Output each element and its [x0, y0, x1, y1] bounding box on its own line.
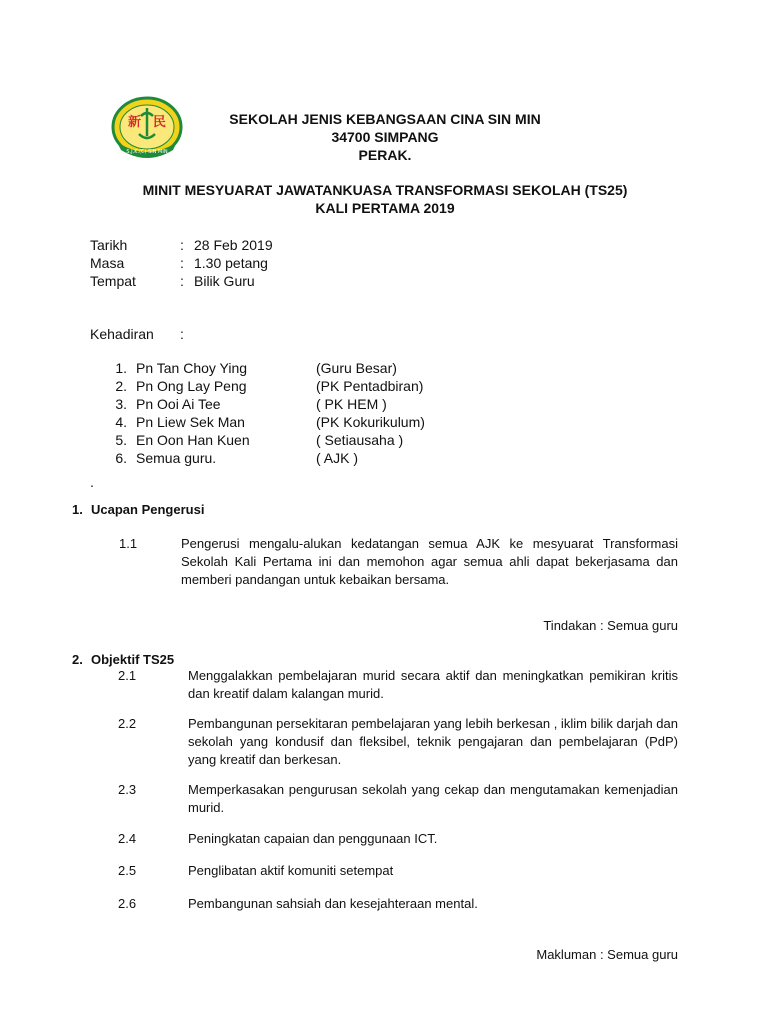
attendee-number: 2.	[115, 378, 127, 394]
item-text: Menggalakkan pembelajaran murid secara aktif dan meningkatkan pemikiran kritis dan kreatif dalam kalangan murid.	[188, 668, 678, 701]
item-number: 2.2	[118, 716, 137, 731]
attendee-number: 6.	[115, 450, 127, 466]
school-postcode-town: 34700 SIMPANG	[331, 129, 439, 145]
attendee-name: Semua guru.	[136, 450, 217, 466]
attendee-role: ( PK HEM )	[316, 396, 387, 412]
item-text: Pengerusi mengalu-alukan kedatangan semua AJK ke mesyuarat Transformasi Sekolah Kali Pertama ini dan memohon agar semua ahli dapat bekerjasama dan memberi pandangan untuk kebaikan bersama.	[181, 536, 678, 587]
minutes-subtitle: KALI PERTAMA 2019	[315, 200, 455, 216]
time-value: 1.30 petang	[194, 255, 268, 271]
item-number: 2.5	[118, 863, 137, 878]
attendance-label: Kehadiran	[90, 326, 154, 342]
attendee-number: 1.	[115, 360, 127, 376]
item-number: 1.1	[119, 536, 138, 551]
attendee-name: En Oon Han Kuen	[136, 432, 250, 448]
attendee-role: (PK Kokurikulum)	[316, 414, 425, 430]
time-colon: :	[180, 255, 184, 271]
section-number: 1.	[72, 502, 83, 517]
trailing-dot: .	[90, 474, 94, 490]
item-text: Memperkasakan pengurusan sekolah yang cekap dan mengutamakan kemenjadian murid.	[188, 782, 678, 815]
item-number: 2.3	[118, 782, 137, 797]
attendee-name: Pn Ong Lay Peng	[136, 378, 247, 394]
attendance-colon: :	[180, 326, 184, 342]
attendee-role: ( AJK )	[316, 450, 359, 466]
svg-text:新: 新	[128, 115, 142, 130]
item-text: Pembangunan persekitaran pembelajaran yang lebih berkesan , iklim bilik darjah dan sekolah yang kondusif dan fleksibel, teknik pengajaran dan pembelajaran (PdP) yang kreatif dan berkesan.	[188, 716, 678, 767]
item-number: 2.1	[118, 668, 137, 683]
attendee-name: Pn Tan Choy Ying	[136, 360, 248, 376]
item-text: Penglibatan aktif komuniti setempat	[188, 863, 394, 878]
venue-label: Tempat	[90, 273, 136, 289]
item-number: 2.6	[118, 896, 137, 911]
attendee-role: (PK Pentadbiran)	[316, 378, 424, 394]
attendee-role: ( Setiausaha )	[316, 432, 404, 448]
date-colon: :	[180, 237, 184, 253]
attendee-number: 5.	[115, 432, 127, 448]
time-label: Masa	[90, 255, 125, 271]
venue-value: Bilik Guru	[194, 273, 255, 289]
item-text: Pembangunan sahsiah dan kesejahteraan mental.	[188, 896, 478, 911]
school-name: SEKOLAH JENIS KEBANGSAAN CINA SIN MIN	[229, 111, 541, 127]
information-note: Makluman : Semua guru	[536, 947, 678, 962]
item-number: 2.4	[118, 831, 137, 846]
school-state: PERAK.	[358, 147, 412, 163]
attendee-role: (Guru Besar)	[316, 360, 397, 376]
section-title: Objektif TS25	[91, 652, 175, 667]
attendee-number: 4.	[115, 414, 127, 430]
svg-text:民: 民	[153, 115, 167, 130]
item-text: Peningkatan capaian dan penggunaan ICT.	[188, 831, 438, 846]
date-value: 28 Feb 2019	[194, 237, 273, 253]
svg-text:S.J.K.(C) SIN MIN: S.J.K.(C) SIN MIN	[126, 149, 168, 155]
action-note: Tindakan : Semua guru	[543, 618, 678, 633]
section-title: Ucapan Pengerusi	[91, 502, 205, 517]
minutes-title: MINIT MESYUARAT JAWATANKUASA TRANSFORMASI SEKOLAH (TS25)	[142, 182, 628, 198]
attendee-number: 3.	[115, 396, 127, 412]
date-label: Tarikh	[90, 237, 128, 253]
attendee-name: Pn Ooi Ai Tee	[136, 396, 221, 412]
section-number: 2.	[72, 652, 83, 667]
venue-colon: :	[180, 273, 184, 289]
attendee-name: Pn Liew Sek Man	[136, 414, 245, 430]
